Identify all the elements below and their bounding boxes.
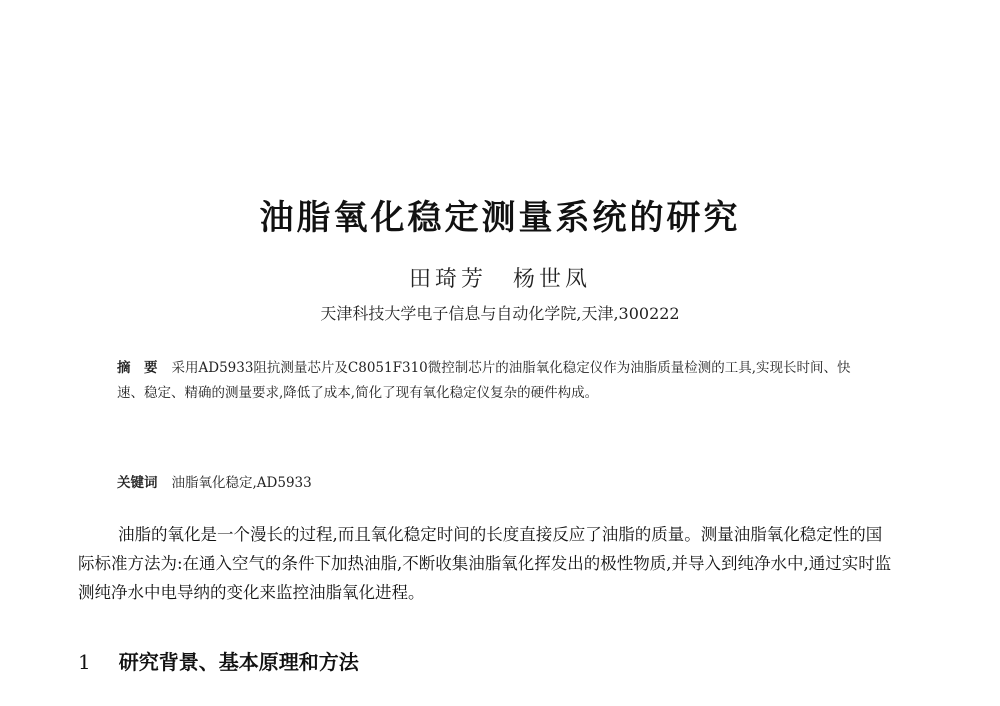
section-number: 1 xyxy=(78,650,91,674)
paper-title: 油脂氧化稳定测量系统的研究 xyxy=(259,198,741,238)
keywords-block xyxy=(117,471,857,491)
section-heading xyxy=(78,646,359,675)
paper-authors: 田琦芳 杨世凤 xyxy=(408,267,591,292)
body-paragraph: 油脂的氧化是一个漫长的过程,而且氧化稳定时间的长度直接反应了油脂的质量。测量油脂氧化稳定性的国际标准方法为:在通入空气的条件下加热油脂,不断收集油脂氧化挥发出的极性物质,并导入到纯净水中,通过实时监测纯净水中电导纳的变化来监控油脂氧化进程。 xyxy=(78,525,892,602)
abstract-label: 摘 要 xyxy=(117,360,158,376)
paper-affiliation: 天津科技大学电子信息与自动化学院,天津,300222 xyxy=(320,304,680,323)
section-title: 研究背景、基本原理和方法 xyxy=(118,650,359,674)
abstract-text: 采用AD5933阻抗测量芯片及C8051F310微控制芯片的油脂氧化稳定仪作为油脂质量检测的工具,实现长时间、快速、稳定、精确的测量要求,降低了成本,简化了现有氧化稳定仪复杂的硬件构成。 xyxy=(117,360,851,401)
keywords-text: 油脂氧化稳定,AD5933 xyxy=(171,475,312,491)
abstract-block xyxy=(117,356,857,406)
keywords-label: 关键词 xyxy=(117,475,158,491)
